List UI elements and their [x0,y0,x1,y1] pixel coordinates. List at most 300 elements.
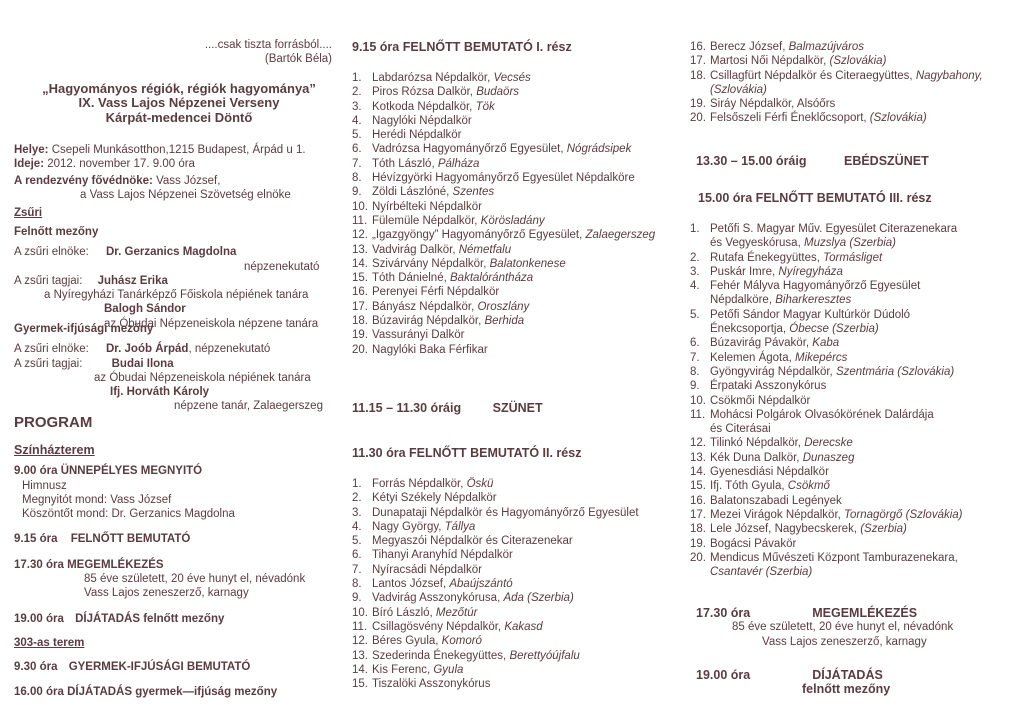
list-item [352,606,682,620]
section-heading-2: 11.30 óra FELNŐTT BEMUTATÓ II. rész [352,446,582,460]
list-item [690,336,1020,350]
item-name: Tóth Dánielné, [372,272,450,285]
program-title: DÍJÁTADÁS felnőtt mezőny [75,612,225,625]
program-title: DÍJÁTADÁS gyermek—ifjúság mezőny [67,685,278,698]
date-label: Ideje: [14,158,45,171]
chair-label: A zsűri elnöke: [14,343,89,356]
room-heading-1: Színházterem [14,443,95,457]
list-item [690,551,1020,565]
list-item [690,265,1020,279]
item-place: Budaörs [476,86,520,99]
list-item [690,522,1020,536]
item-place: (Szerbia) [860,523,907,536]
award-title: DÍJÁTADÁS [812,668,883,682]
item-number: 1. [352,478,362,490]
item-number: 3. [352,100,362,113]
item-number: 2. [352,86,362,99]
list-item [352,520,682,534]
item-number: 15. [690,480,706,493]
item-number: 19. [690,537,706,550]
list-item [352,663,682,677]
item-name: Bíró László, [372,606,436,619]
section-3-list [690,222,1020,579]
program-time: 19.00 óra [14,612,64,625]
item-number: 1. [690,223,700,235]
list-item [690,379,1020,393]
item-number: 20. [690,551,706,564]
list-item [352,314,682,328]
item-number: 7. [352,157,362,170]
item-place: Balmazújváros [788,41,865,53]
lunch-label: EBÉDSZÜNET [843,154,929,168]
section-1-list [352,71,682,357]
item-number: 5. [352,129,362,142]
item-number: 9. [352,592,362,605]
item-name: Vassurányi Dalkör [372,329,465,342]
list-item [352,677,682,691]
item-place: Nagybahony, [915,69,983,82]
list-item [352,534,682,548]
item-number: 13. [352,243,368,256]
item-place: Szentmária (Szlovákia) [835,365,955,378]
item-place: Kaba [812,337,840,350]
list-item [352,285,682,299]
item-number: 3. [352,506,362,519]
item-name: Kelemen Ágota, [710,351,796,364]
event-title [14,82,344,125]
venue-label: Helye: [14,144,49,156]
item-place: Kakasd [504,620,543,633]
memorial-line: 85 éve született, 20 éve hunyt el, névadónk [732,621,954,634]
list-item [352,171,682,185]
item-number: 17. [352,300,368,313]
patron-label: A rendezvény fővédnöke: [14,175,153,187]
item-name: Martosi Női Népdalkör, [710,55,830,68]
item-name: Berecz József, [710,41,789,53]
item-number: 2. [690,251,700,264]
item-place: Gyula [433,663,464,676]
item-name: Béres Gyula, [372,635,442,648]
item-place: Nyíregyháza [778,265,843,278]
item-name: Petőfi Sándor Magyar Kultúrkör Dúdoló [710,308,911,321]
item-name: Tiszalöki Asszonykórus [372,678,491,691]
list-item [690,40,1020,54]
item-number: 16. [690,494,706,507]
members-label: A zsűri tagjai: [14,357,83,370]
item-place: Öskü [466,478,494,490]
item-number: 12. [690,437,706,450]
program-title: MEGEMLÉKEZÉS [67,558,164,571]
program-line: Vass Lajos zeneszerző, karnagy [84,587,249,600]
item-number [690,83,710,97]
item-name: Megyaszói Népdalkör és Citerazenekar [372,535,573,548]
item-name: és Vegyeskórusa, [710,237,804,250]
youth-jury-heading: Gyermek-ifjúsági mezőny [14,323,154,335]
item-name: Gyenesdiási Népdalkör [710,466,829,479]
item-place: Óbecse (Szerbia) [789,323,879,336]
item-name: Csökmői Népdalkör [710,394,811,407]
item-name: Nagy György, [372,520,445,533]
item-number: 15. [352,678,368,691]
break-label: SZÜNET [492,401,543,415]
program-time: 9.15 óra [14,533,58,546]
program-time: 16.00 óra [14,685,64,698]
item-name: Mendicus Művészeti Központ Tamburazenekara, [710,551,958,564]
item-name: Perenyei Férfi Népdalkör [372,286,500,299]
list-item [352,200,682,214]
patron-role: a Vass Lajos Népzenei Szövetség elnöke [80,189,291,202]
item-place: Pálháza [437,157,480,170]
item-place: Oroszlány [477,300,530,313]
list-item [352,577,682,591]
lunch-time: 13.30 – 15.00 óráig [696,154,807,168]
list-item [690,537,1020,551]
list-item [690,436,1020,450]
jury-heading: Zsűri [14,207,43,219]
program-list [14,443,334,699]
list-item [352,157,682,171]
list-item [690,565,1020,579]
item-place: Csökmő [787,480,830,493]
item-number: 18. [690,69,706,82]
item-name: Vadvirág Dalkör, [372,243,459,256]
item-number: 11. [352,214,368,227]
item-place: Tormásliget [823,251,883,264]
column-program-1 [352,0,682,722]
item-number: 9. [690,380,700,393]
list-item [690,111,1020,125]
item-name: Fehér Mályva Hagyományőrző Egyesület [710,280,921,293]
item-place: Csantavér (Szerbia) [710,566,813,579]
item-number [690,236,710,250]
item-name: Búzavirág Népdalkör, [372,315,485,328]
title-line-3: Kárpát-medencei Döntő [105,109,253,125]
item-name: Herédi Népdalkör [372,129,462,142]
item-name: Érpataki Asszonykórus [710,380,827,393]
break-time: 11.15 – 11.30 óráig [352,401,462,415]
list-item [690,365,1020,379]
list-item [352,634,682,648]
item-name: Tóth László, [372,157,438,170]
item-place: (Szlovákia) [829,55,887,68]
item-place: Mikepércs [795,351,848,364]
item-number: 2. [352,492,362,505]
item-number: 19. [690,98,706,111]
item-name: Labdarózsa Népdalkör, [372,72,494,84]
item-number: 13. [690,451,706,464]
adult-chair-role: népzenekutató [244,260,320,273]
adult-member-2-role: az Óbudai Népzeneiskola népzene tanára [104,317,319,330]
item-number: 20. [352,343,368,356]
item-name: Gyöngyvirág Népdalkör, [710,365,836,378]
item-name: „Igazgyöngy” Hagyományőrző Egyesület, [372,229,586,242]
item-number: 16. [352,286,368,299]
item-name: Dunapataji Népdalkör és Hagyományőrző Egyesület [372,506,639,519]
item-name: Szivárvány Népdalkör, [372,257,490,270]
list-item [690,222,1020,236]
list-item [690,322,1020,336]
item-number: 14. [352,663,368,676]
item-name: Petőfi S. Magyar Műv. Egyesület Citerazenekara [710,223,958,235]
youth-member-2: Ifj. Horváth Károly [110,386,210,399]
list-item [352,185,682,199]
item-number: 8. [352,578,362,591]
list-item [352,591,682,605]
item-place: Nógrádsipek [566,143,632,156]
item-number: 18. [690,523,706,536]
list-item [690,251,1020,265]
item-name: Ifj. Tóth Gyula, [710,480,788,493]
list-item [352,214,682,228]
list-item [352,620,682,634]
memorial-block [696,606,1016,649]
youth-member-1: Budai Ilona [111,357,174,370]
program-heading: PROGRAM [14,414,93,431]
award-block [696,668,1016,697]
list-item [352,491,682,505]
item-place: Ada (Szerbia) [503,592,574,605]
memorial-title: MEGEMLÉKEZÉS [812,606,918,620]
item-name: Kék Duna Dalkör, [710,451,803,464]
motto [14,38,332,67]
adult-member-1: Juhász Erika [97,274,168,287]
quote: ....csak tiszta forrásból.... [204,39,332,51]
item-name: Felsőszeli Férfi Éneklőcsoport, [710,112,870,125]
list-item [352,300,682,314]
item-number: 3. [690,265,700,278]
section-2-list [352,477,682,691]
item-name: Énekcsoportja, [710,323,790,336]
item-name: Fülemüle Népdalkör, [372,214,481,227]
item-number: 6. [690,337,700,350]
item-name: Nagylóki Népdalkör [372,114,472,127]
item-place: Tornagörgő (Szlovákia) [844,508,963,521]
item-number: 1. [352,72,362,84]
item-name: Kétyi Székely Népdalkör [372,492,497,505]
list-item [690,308,1020,322]
item-number [690,422,710,436]
title-line-1: „Hagyományos régiók, régiók hagyománya” [42,81,316,96]
item-name: Csillagösvény Népdalkör, [372,620,505,633]
item-number: 14. [352,257,368,270]
item-name: és Citerásai [710,423,771,436]
item-name: Zöldi Lászlóné, [372,186,453,199]
item-place: Abaújszántó [449,578,513,591]
item-name: Nagylóki Baka Férfikar [372,343,488,356]
adult-jury [14,225,334,331]
patron-block [14,174,334,203]
program-line: Megnyitót mond: Vass József [22,493,172,506]
list-item [690,54,1020,68]
list-item [690,236,1020,250]
item-name: Vadrózsa Hagyományőrző Egyesület, [372,143,567,156]
item-number: 15. [352,272,368,285]
item-place: (Szlovákia) [710,83,767,96]
program-title: GYERMEK-IFJÚSÁGI BEMUTATÓ [68,661,251,674]
list-item [352,548,682,562]
item-number: 4. [690,280,700,293]
award-time: 19.00 óra [696,668,751,682]
item-number: 12. [352,635,368,648]
item-number: 10. [352,200,368,213]
item-name: Bogácsi Pávakör [710,537,797,550]
youth-member-1-role: az Óbudai Népzeneiskola népiének tanára [94,371,311,384]
list-item [352,343,682,357]
item-place: Tök [475,100,495,113]
adult-jury-heading: Felnőtt mezőny [14,226,99,238]
members-label: A zsűri tagjai: [14,274,83,287]
item-name: Kis Ferenc, [372,663,434,676]
item-number: 12. [352,229,368,242]
item-place: Körösladány [480,214,545,227]
item-number: 10. [352,606,368,619]
item-number: 17. [690,508,706,521]
list-item [352,563,682,577]
item-place: Berettyóújfalu [509,649,580,662]
list-item [352,477,682,491]
item-name: Szederinda Énekegyüttes, [372,649,510,662]
item-name: Forrás Népdalkör, [372,478,467,490]
list-item [690,394,1020,408]
youth-jury [14,322,334,414]
item-number [690,565,710,579]
list-item [690,508,1020,522]
item-name: Kotkoda Népdalkör, [372,100,476,113]
item-number: 20. [690,112,706,125]
chair-label: A zsűri elnöke: [14,246,89,259]
list-item [352,257,682,271]
item-place: Baktalórántháza [450,272,534,285]
item-number: 7. [690,351,700,364]
item-name: Mohácsi Polgárok Olvasókörének Dalárdája [710,408,934,421]
item-name: Piros Rózsa Dalkör, [372,86,477,99]
list-item [352,114,682,128]
date: 2012. november 17. 9.00 óra [47,158,195,171]
item-place: Tállya [444,520,476,533]
list-item [690,351,1020,365]
venue-block [14,143,334,172]
item-name: Hévízgyörki Hagyományőrző Egyesület Népdalköre [372,172,635,185]
list-item [352,649,682,663]
item-place: Balatonkenese [489,257,566,270]
item-number: 13. [352,649,368,662]
item-place: Muzslya (Szerbia) [803,237,897,250]
list-item [352,128,682,142]
item-place: Dunaszeg [802,451,855,464]
item-place: (Szlovákia) [869,112,927,125]
item-place: Szentes [452,186,495,199]
youth-member-2-role: népzene tanár, Zalaegerszeg [174,400,323,413]
item-number [690,322,710,336]
item-number: 5. [352,535,362,548]
item-name: Lele József, Nagybecskerek, [710,523,861,536]
youth-chair-role: , népzenekutató [188,343,271,356]
item-number: 8. [690,365,700,378]
quote-author: (Bartók Béla) [264,53,332,66]
item-name: Nyíracsádi Népdalkör [372,563,482,576]
item-number: 4. [352,114,362,127]
item-number: 17. [690,55,706,68]
list-item [690,97,1020,111]
patron-name: Vass József, [156,175,221,187]
lunch-row [696,154,929,168]
memorial-time: 17.30 óra [696,606,751,620]
item-place: Komoró [441,635,482,648]
item-number: 8. [352,172,362,185]
item-number: 9. [352,186,362,199]
list-item [690,279,1020,293]
program-title: FELNŐTT BEMUTATÓ [70,533,191,546]
title-line-2: IX. Vass Lajos Népzenei Verseny [78,95,280,111]
program-time: 17.30 óra [14,558,64,571]
break-row [352,401,543,415]
list-item [690,422,1020,436]
item-name: Csillagfürt Népdalkör és Citeraegyüttes, [710,69,916,82]
list-item [690,465,1020,479]
adult-member-1-role: a Nyíregyházi Tanárképző Főiskola népiének tanára [44,289,309,302]
list-item [352,271,682,285]
program-time: 9.00 óra [14,465,58,478]
program-line: 85 éve született, 20 éve hunyt el, névadónk [84,573,306,586]
item-place: Vecsés [493,72,531,84]
section-2-continued [690,40,1020,126]
item-number: 5. [690,308,700,321]
adult-chair: Dr. Gerzanics Magdolna [106,246,237,259]
program-time: 9.30 óra [14,661,58,674]
youth-chair: Dr. Joób Árpád [106,343,189,356]
column-program-2 [690,0,1020,722]
item-name: Vadvirág Asszonykórusa, [372,592,504,605]
list-item [352,328,682,342]
program-title: ÜNNEPÉLYES MEGNYITÓ [60,465,203,478]
award-subtitle: felnőtt mezőny [802,682,891,697]
item-number: 4. [352,520,362,533]
item-name: Tihanyi Aranyhíd Népdalkör [372,549,513,562]
item-name: Lantos József, [372,578,450,591]
item-number: 11. [690,408,706,421]
list-item [352,71,682,85]
item-number [690,293,710,307]
section-heading-3: 15.00 óra FELNŐTT BEMUTATÓ III. rész [698,191,932,205]
item-number: 14. [690,466,706,479]
item-place: Berhida [484,315,525,328]
item-place: Biharkeresztes [775,294,852,307]
list-item [690,69,1020,83]
item-place: Németfalu [458,243,512,256]
list-item [352,100,682,114]
item-name: Búzavirág Pávakör, [710,337,813,350]
item-number: 6. [352,549,362,562]
list-item [690,451,1020,465]
item-place: Mezőtúr [435,606,478,619]
item-name: Puskár Imre, [710,265,779,278]
adult-member-2: Balogh Sándor [104,303,186,316]
list-item [690,408,1020,422]
list-item [352,85,682,99]
item-name: Siráy Népdalkör, Alsóőrs [710,98,836,111]
item-number: 18. [352,315,368,328]
item-name: Tilinkó Népdalkör, [710,437,805,450]
item-name: Balatonszabadi Legények [710,494,842,507]
item-number: 16. [690,41,706,53]
list-item [690,293,1020,307]
item-number: 6. [352,143,362,156]
list-item [690,83,1020,97]
item-number: 10. [690,394,706,407]
venue: Csepeli Munkásotthon,1215 Budapest, Árpád u 1. [51,144,306,156]
list-item [352,142,682,156]
item-name: Rutafa Énekegyüttes, [710,251,824,264]
